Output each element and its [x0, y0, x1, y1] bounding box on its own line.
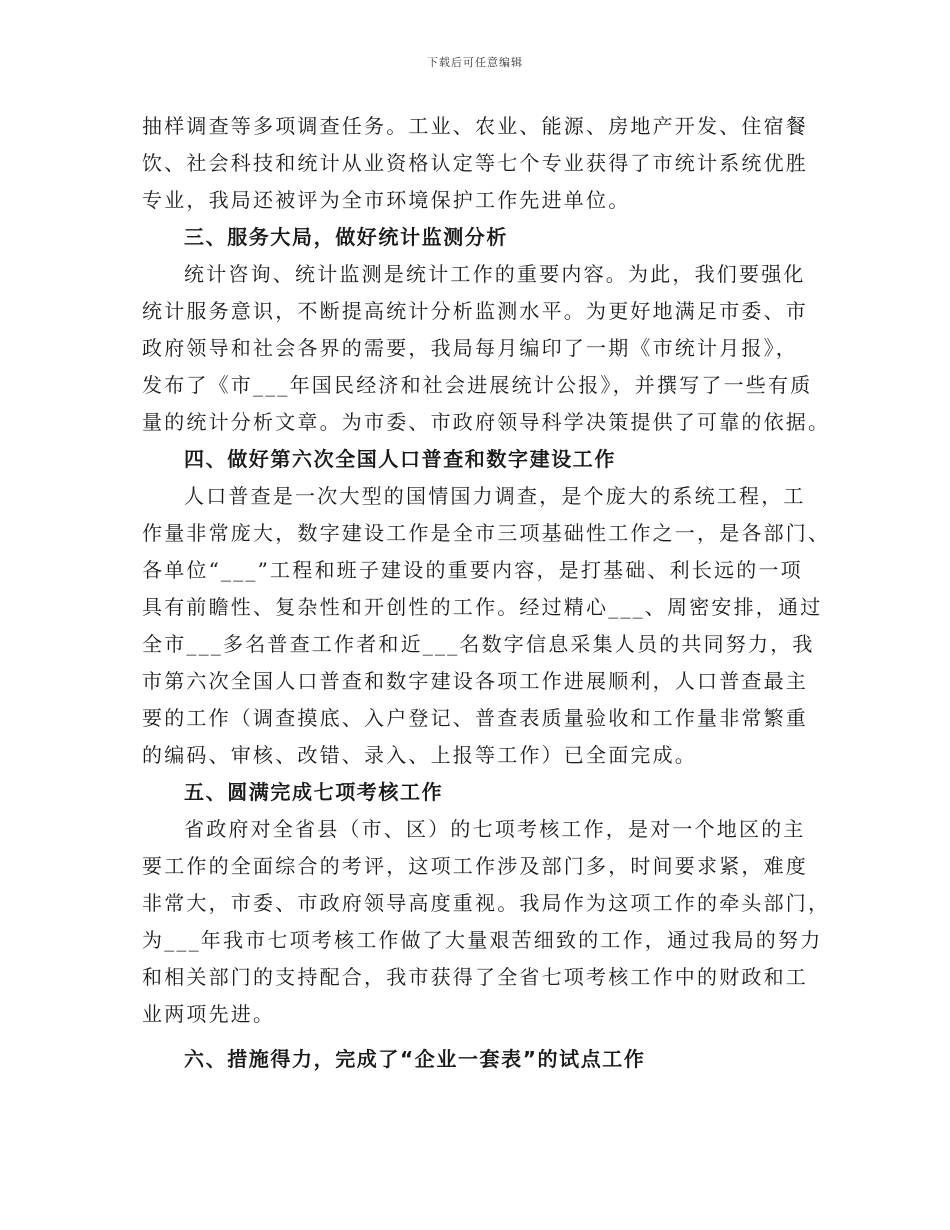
- paragraph-line: 要工作的全面综合的考评，这项工作涉及部门多，时间要求紧，难度: [142, 854, 808, 878]
- section-heading: 三、服务大局，做好统计监测分析: [184, 225, 508, 249]
- paragraph-line: 的编码、审核、改错、录入、上报等工作）已全面完成。: [142, 743, 697, 767]
- document-body: [142, 108, 831, 1078]
- section-spacer: [142, 1033, 822, 1041]
- paragraph-line: 发布了《市___年国民经济和社会进展统计公报》，并撰写了一些有质: [142, 373, 813, 397]
- paragraph-first-line: 人口普查是一次大型的国情国力调查，是个庞大的系统工程，工: [184, 484, 806, 508]
- paragraph-line: 各单位“___”工程和班子建设的重要内容，是打基础、利长远的一项: [142, 558, 803, 582]
- paragraph-line: 专业，我局还被评为全市环境保护工作先进单位。: [142, 188, 631, 212]
- paragraph-line: 为___年我市七项考核工作做了大量艰苦细致的工作，通过我局的努力: [142, 928, 823, 952]
- paragraph-line: 非常大，市委、市政府领导高度重视。我局作为这项工作的牵头部门，: [142, 891, 831, 915]
- paragraph-line: 政府领导和社会各界的需要，我局每月编印了一期《市统计月报》，: [142, 336, 798, 360]
- paragraph-line: 作量非常庞大，数字建设工作是全市三项基础性工作之一，是各部门、: [142, 521, 831, 545]
- paragraph-line: 统计服务意识，不断提高统计分析监测水平。为更好地满足市委、市: [142, 299, 808, 323]
- section-heading: 六、措施得力，完成了“企业一套表”的试点工作: [184, 1047, 646, 1071]
- paragraph-line: 业两项先进。: [142, 1002, 276, 1026]
- paragraph-line: 和相关部门的支持配合，我市获得了全省七项考核工作中的财政和工: [142, 965, 808, 989]
- paragraph-line: 具有前瞻性、复杂性和开创性的工作。经过精心___、周密安排，通过: [142, 595, 823, 619]
- paragraph-line: 量的统计分析文章。为市委、市政府领导科学决策提供了可靠的依据。: [142, 410, 831, 434]
- paragraph-line: 市第六次全国人口普查和数字建设各项工作进展顺利，人口普查最主: [142, 669, 808, 693]
- paragraph-line: 要的工作（调查摸底、入户登记、普查表质量验收和工作量非常繁重: [142, 706, 808, 730]
- section-heading: 五、圆满完成七项考核工作: [184, 780, 444, 804]
- paragraph-first-line: 省政府对全省县（市、区）的七项考核工作，是对一个地区的主: [184, 817, 806, 841]
- paragraph-line: 抽样调查等多项调查任务。工业、农业、能源、房地产开发、住宿餐: [142, 114, 808, 138]
- paragraph-line: 饮、社会科技和统计从业资格认定等七个专业获得了市统计系统优胜: [142, 151, 808, 175]
- page-header-note: 下载后可任意编辑: [427, 56, 523, 69]
- paragraph-line: 全市___多名普查工作者和近___名数字信息采集人员的共同努力，我: [142, 632, 815, 656]
- section-heading: 四、做好第六次全国人口普查和数字建设工作: [184, 447, 616, 471]
- paragraph-first-line: 统计咨询、统计监测是统计工作的重要内容。为此，我们要强化: [184, 262, 806, 286]
